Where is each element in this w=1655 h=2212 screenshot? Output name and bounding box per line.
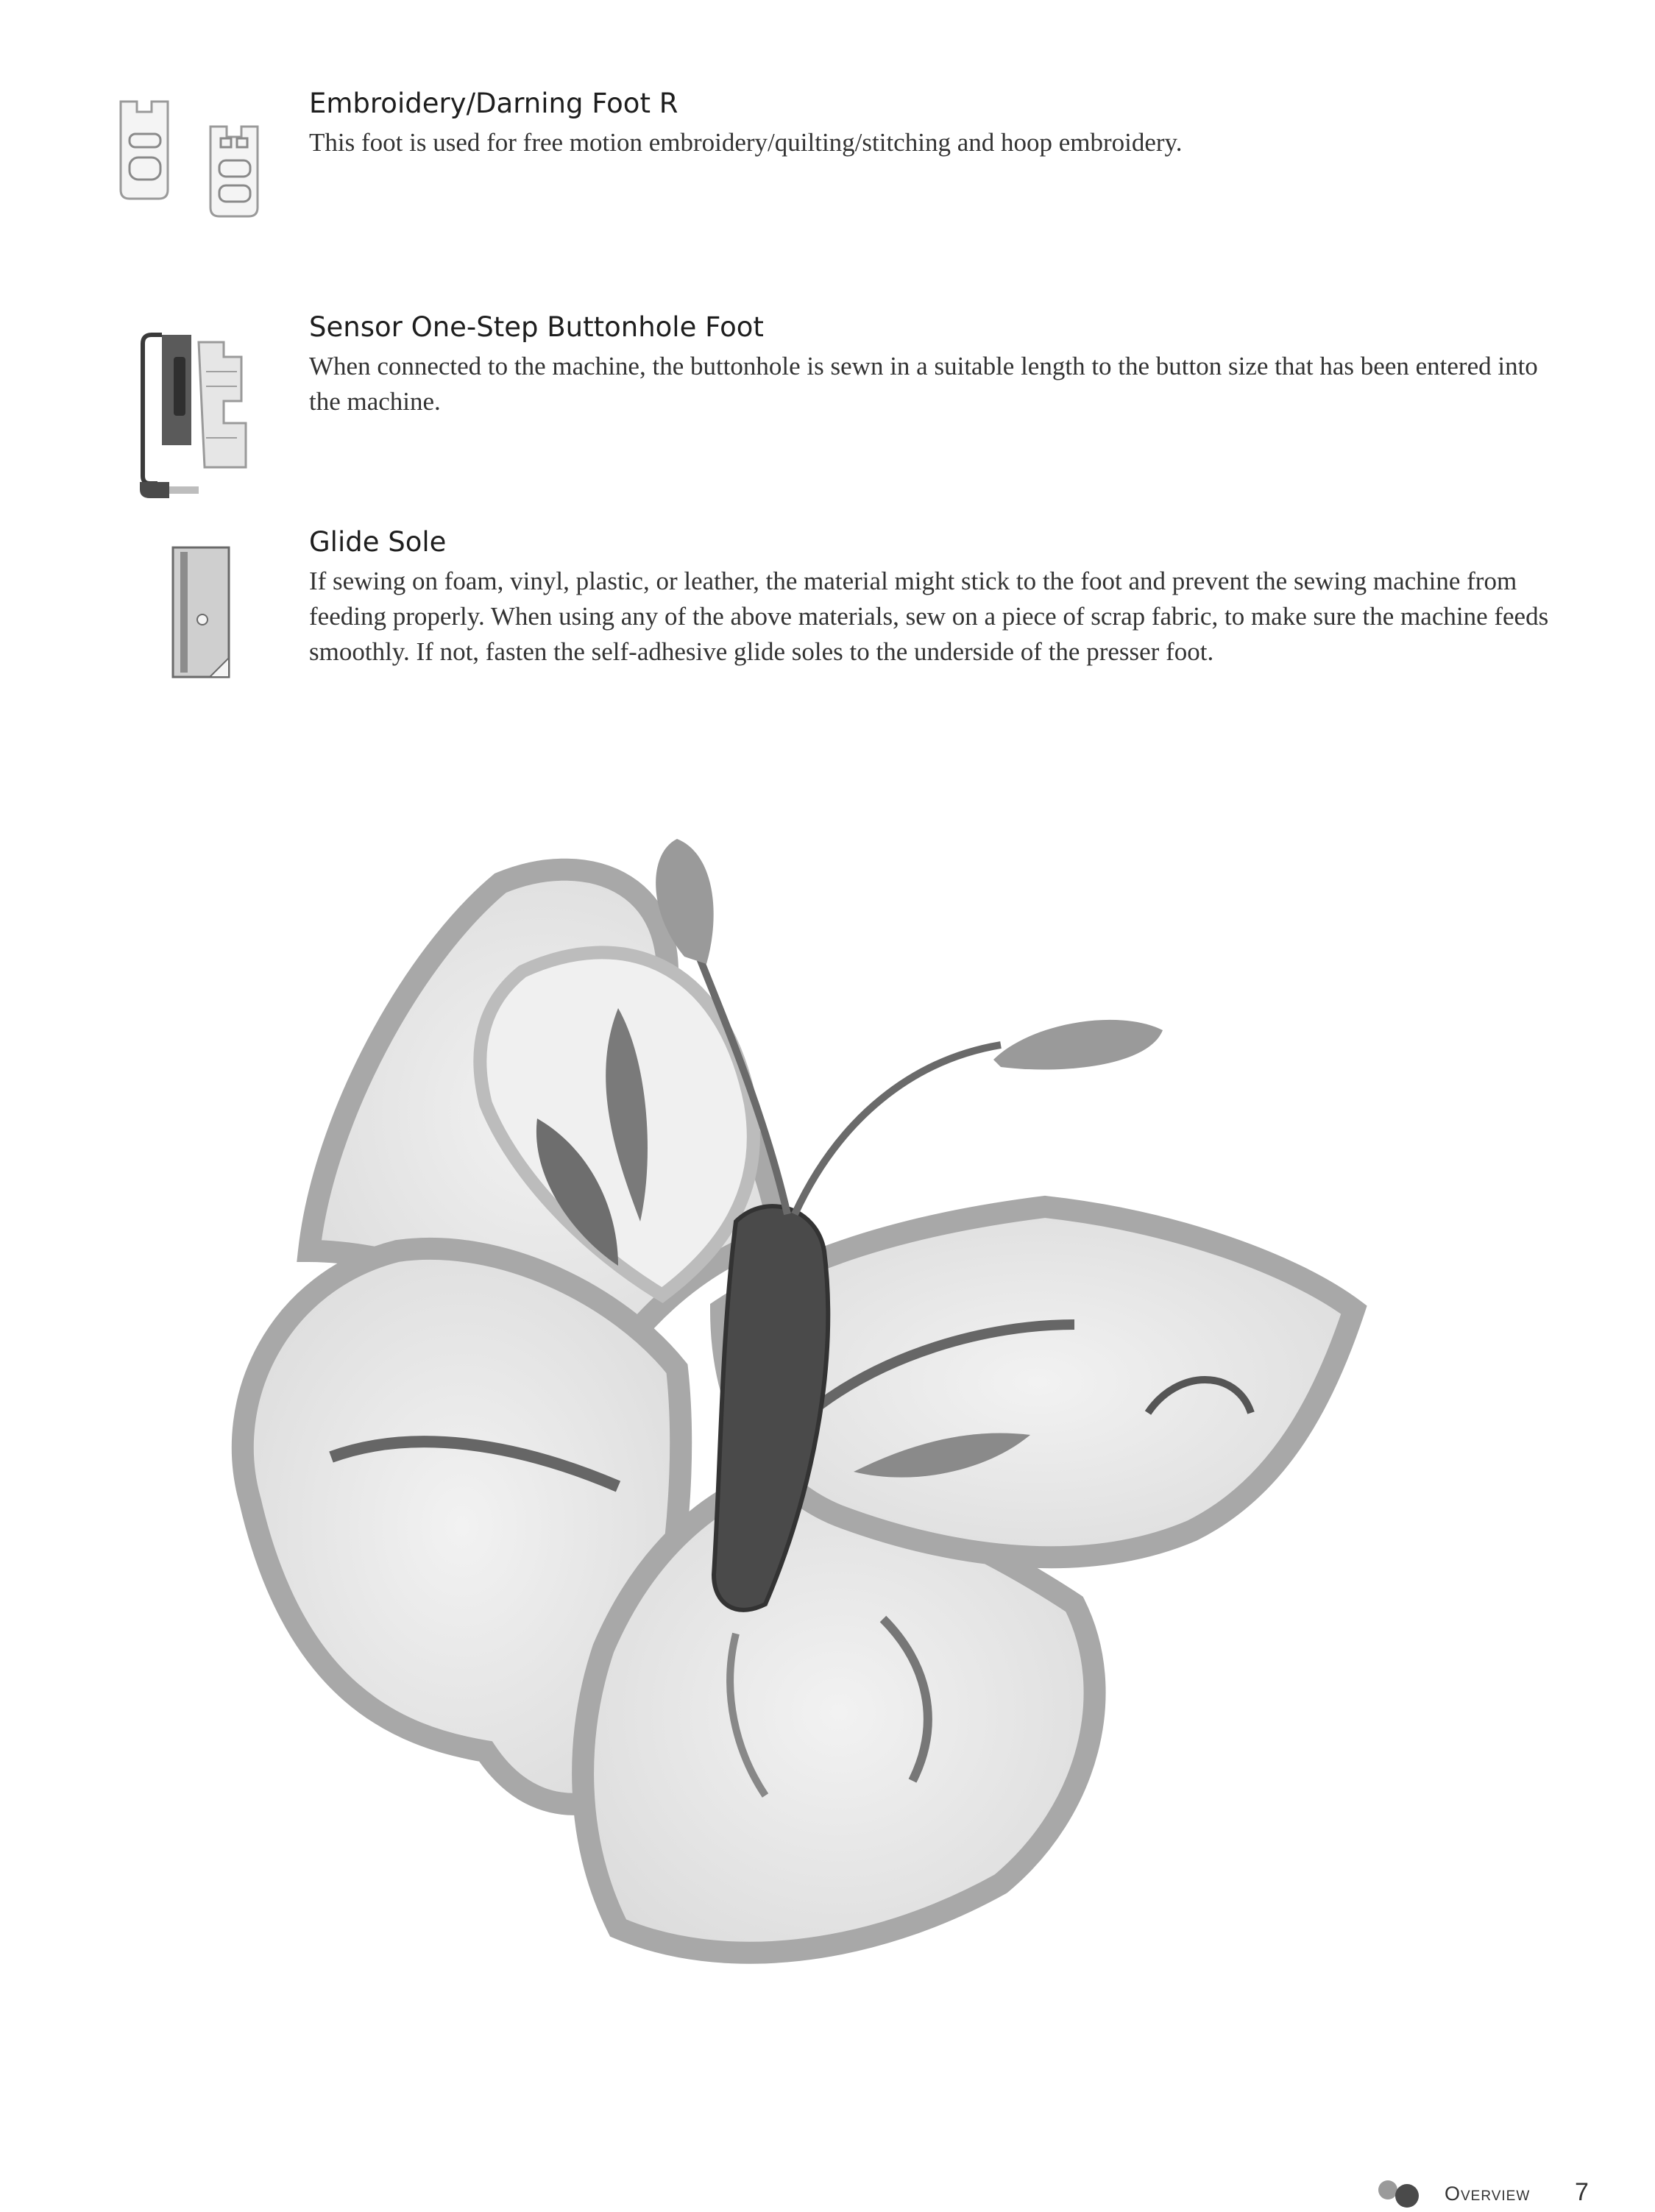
dots-logo-icon xyxy=(1375,2175,1426,2212)
footer-section-label: Overview xyxy=(1445,2183,1531,2205)
entry-text: When connected to the machine, the buttonhole is sewn in a suitable length to the button size that has been entered into the machine. xyxy=(309,352,1538,416)
entry-title: Glide Sole xyxy=(309,526,447,558)
entry-title: Embroidery/Darning Foot R xyxy=(309,88,678,119)
entry-glide-sole xyxy=(309,525,1560,670)
entry-embroidery-foot xyxy=(309,87,1560,160)
entry-text: This foot is used for free motion embroidery/quilting/stitching and hoop embroidery. xyxy=(309,128,1183,157)
page-number: 7 xyxy=(1575,2178,1589,2206)
embroidery-darning-foot-icon xyxy=(110,87,302,219)
embroidered-butterfly-image xyxy=(206,839,1501,2075)
glide-sole-icon xyxy=(166,543,239,683)
entry-buttonhole-foot xyxy=(309,311,1560,419)
entry-title: Sensor One-Step Buttonhole Foot xyxy=(309,311,764,343)
entry-text: If sewing on foam, vinyl, plastic, or leather, the material might stick to the foot and prevent the sewing machine from feeding properly. When using any of the above materials, sew on a piece of scrap fabric, to make sure the machine feeds smoothly. If not, fasten the self-adhesive glide soles to the underside of the presser foot. xyxy=(309,567,1549,666)
buttonhole-foot-icon xyxy=(110,313,302,526)
